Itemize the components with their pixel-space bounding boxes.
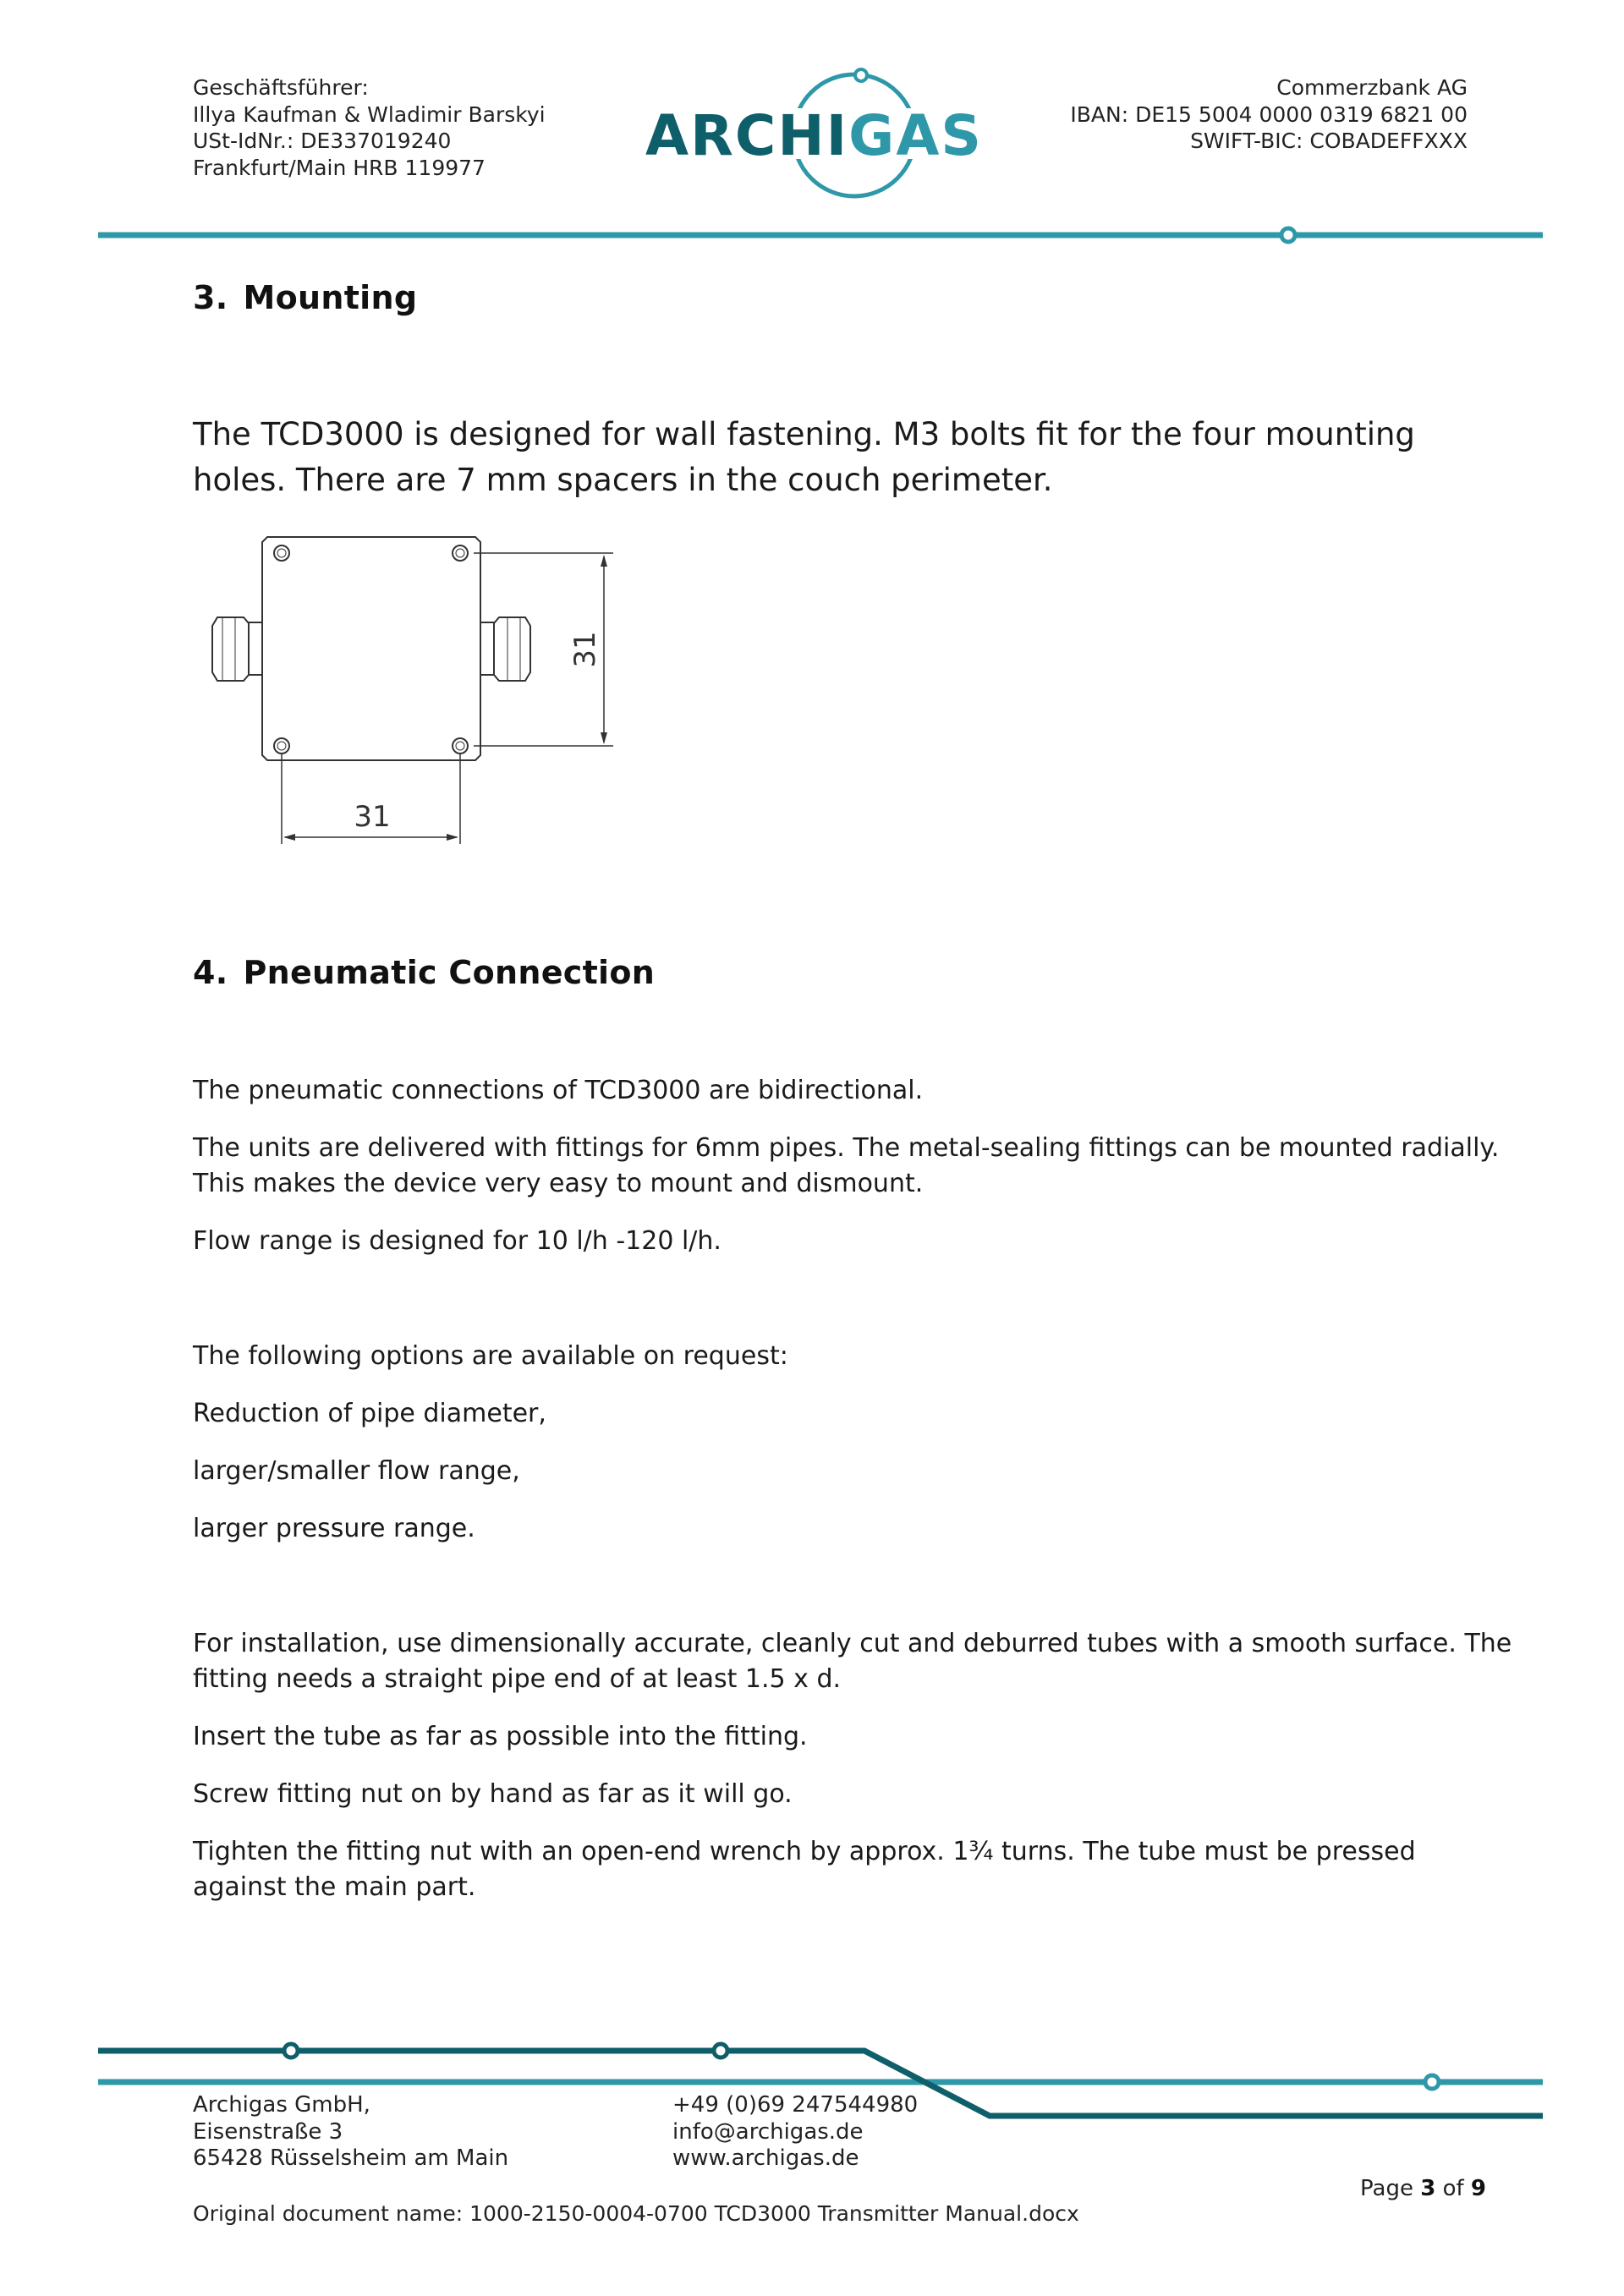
footer-line: Archigas GmbH, xyxy=(193,2092,370,2118)
page-total: 9 xyxy=(1470,2176,1486,2201)
logo-text-light: GAS xyxy=(848,103,983,168)
option-item: Reduction of pipe diameter, xyxy=(193,1399,546,1428)
dimension-horizontal: 31 xyxy=(354,800,391,834)
section-title: Mounting xyxy=(243,279,418,316)
header-line: USt-IdNr.: DE337019240 xyxy=(193,129,452,153)
footer-rule-node-icon xyxy=(1425,2075,1439,2089)
section-heading-mounting xyxy=(193,279,417,316)
section-number: 4. xyxy=(193,954,228,991)
archigas-logo xyxy=(639,68,1036,203)
header-line: Frankfurt/Main HRB 119977 xyxy=(193,155,486,180)
section-heading-pneumatic xyxy=(193,954,655,991)
footer-website-link[interactable]: www.archigas.de xyxy=(672,2145,859,2171)
footer-rule-node-icon xyxy=(284,2044,298,2058)
header-line: Illya Kaufman & Wladimir Barskyi xyxy=(193,101,546,127)
logo-icon xyxy=(639,68,1036,203)
paragraph: Tighten the fitting nut with an open-end wrench by approx. 1¾ turns. The tube must be pressed against the main part. xyxy=(193,1837,1416,1902)
page-of: of xyxy=(1442,2176,1464,2201)
page-prefix: Page xyxy=(1360,2176,1413,2201)
paragraph: Insert the tube as far as possible into the fitting. xyxy=(193,1722,808,1751)
paragraph: Flow range is designed for 10 l/h -120 l/h. xyxy=(193,1226,721,1256)
svg-text:ARCHIGAS xyxy=(645,103,983,168)
header-line: IBAN: DE15 5004 0000 0319 6821 00 xyxy=(1070,101,1468,127)
option-item: larger pressure range. xyxy=(193,1514,475,1543)
header-line: Commerzbank AG xyxy=(1276,75,1468,100)
page-number xyxy=(1360,2176,1486,2201)
mounting-drawing xyxy=(195,529,643,854)
header-company-info xyxy=(193,74,546,181)
header-line: Geschäftsführer: xyxy=(193,75,369,100)
page-current: 3 xyxy=(1420,2176,1436,2201)
header-line: SWIFT-BIC: COBADEFFXXX xyxy=(1190,129,1468,153)
original-document-name: Original document name: 1000-2150-0004-0700 TCD3000 Transmitter Manual.docx xyxy=(193,2201,1079,2226)
footer-line: Eisenstraße 3 xyxy=(193,2118,343,2145)
logo-text-dark: ARCHI xyxy=(645,103,849,168)
paragraph: The units are delivered with fittings for 6mm pipes. The metal-sealing fittings can be mounted radially. This makes the device very easy to mount and dismount. xyxy=(193,1133,1500,1198)
paragraph: The pneumatic connections of TCD3000 are bidirectional. xyxy=(193,1076,924,1105)
dimension-vertical: 31 xyxy=(568,631,602,668)
paragraph: Screw fitting nut on by hand as far as it will go. xyxy=(193,1779,793,1809)
footer-phone: +49 (0)69 247544980 xyxy=(672,2092,919,2118)
footer-line: 65428 Rüsselsheim am Main xyxy=(193,2145,509,2171)
section-number: 3. xyxy=(193,279,228,316)
footer-address xyxy=(193,2092,508,2173)
mounting-dimension-drawing-icon xyxy=(195,529,643,854)
header-bank-info xyxy=(1070,74,1468,155)
footer-email-link[interactable]: info@archigas.de xyxy=(672,2118,864,2145)
footer-contact xyxy=(672,2092,918,2173)
paragraph: For installation, use dimensionally accurate, cleanly cut and deburred tubes with a smooth surface. The fitting needs a straight pipe end of at least 1.5 x d. xyxy=(193,1629,1512,1694)
footer-rule-node-icon xyxy=(714,2044,727,2058)
header-rule-node-icon xyxy=(1281,228,1295,242)
mounting-paragraph: The TCD3000 is designed for wall fastening. M3 bolts fit for the four mounting holes. There are 7 mm spacers in the couch perimeter. xyxy=(193,416,1415,498)
section-title: Pneumatic Connection xyxy=(243,954,656,991)
paragraph: The following options are available on request: xyxy=(193,1341,788,1371)
option-item: larger/smaller flow range, xyxy=(193,1456,520,1486)
